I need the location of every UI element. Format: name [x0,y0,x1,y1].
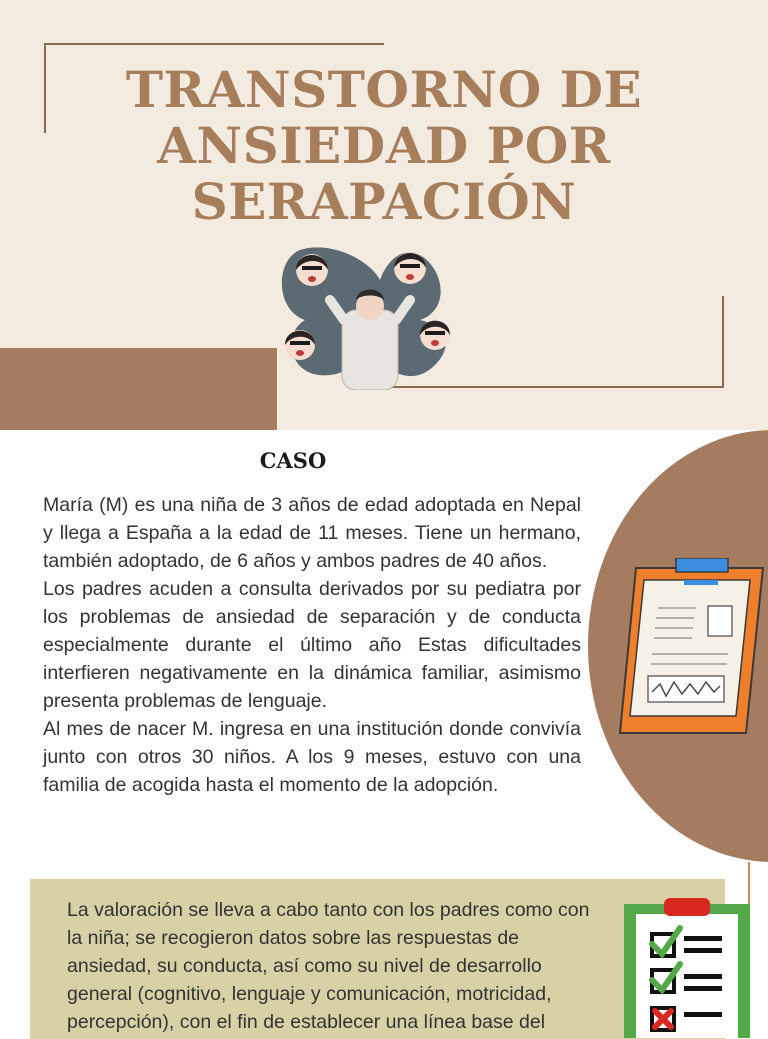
frame-line [44,43,46,133]
case-paragraph: María (M) es una niña de 3 años de edad adoptada en Nepal y llega a España a la edad de 11 meses. Tiene un hermano, también adoptado, de 6 años y ambos padres de 40 años. [43,494,581,572]
clipboard-report-icon [618,558,768,736]
case-description [43,491,581,799]
title-line: ANSIEDAD POR [157,116,611,175]
page-title [60,62,708,230]
title-line: SERAPACIÓN [191,172,577,231]
case-paragraph: Al mes de nacer M. ingresa en una institución donde convivía junto con otros 30 niños. A los 9 meses, estuvo con una familia de acogida hasta el momento de la adopción. [43,718,581,796]
frame-line [44,43,384,45]
anxious-person-illustration [270,240,470,390]
header-section [0,0,768,430]
title-line: TRANSTORNO DE [125,60,643,119]
evaluation-text: La valoración se lleva a cabo tanto con los padres como con la niña; se recogieron datos sobre las respuestas de ansiedad, su conducta, así como su nivel de desarrollo general (cognitivo, lenguaje y comunicación, motricidad, percepción), con el fin de establecer una línea base del [67,899,590,1033]
decorative-block [0,348,277,430]
case-paragraph: Los padres acuden a consulta derivados por su pediatra por los problemas de ansiedad de separación y de conducta especialmente durante el último año Estas dificultades interfieren negativamente en la dinámica familiar, asimismo presenta problemas de lenguaje. [43,578,581,712]
case-heading: CASO [259,448,327,473]
checklist-icon [622,898,752,1038]
frame-line [722,296,724,388]
